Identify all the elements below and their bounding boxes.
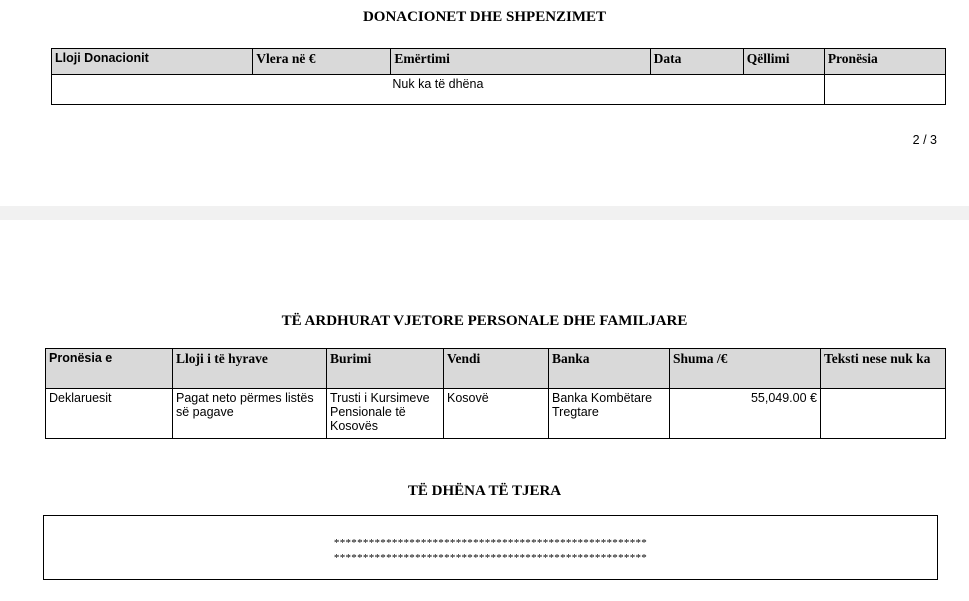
donations-header-row [52, 49, 946, 75]
col-data: Data [650, 49, 743, 75]
cell-lloji: Pagat neto përmes listës së pagave [173, 389, 327, 439]
col-pronesia: Pronësia [824, 49, 945, 75]
table-row [46, 389, 946, 439]
other-line-2: ****************************************************** [333, 552, 648, 564]
cell-teksti [821, 389, 946, 439]
other-data-box [43, 515, 938, 580]
col-pronesia-e: Pronësia e [46, 349, 173, 389]
col-qellimi: Qëllimi [743, 49, 824, 75]
empty-message: Nuk ka të dhëna [52, 75, 825, 105]
income-title: TË ARDHURAT VJETORE PERSONALE DHE FAMILJARE [281, 313, 688, 329]
col-lloji-donacionit: Lloji Donacionit [52, 49, 253, 75]
cell-pronesia: Deklaruesit [46, 389, 173, 439]
cell-banka: Banka Kombëtare Tregtare [549, 389, 670, 439]
cell-burimi: Trusti i Kursimeve Pensionale të Kosovës [327, 389, 444, 439]
page-separator [0, 206, 969, 220]
col-emertimi: Emërtimi [391, 49, 650, 75]
page-number: 2 / 3 [912, 133, 937, 147]
other-title: TË DHËNA TË TJERA [407, 483, 562, 499]
col-burimi: Burimi [327, 349, 444, 389]
col-vendi: Vendi [444, 349, 549, 389]
other-line-1: ****************************************************** [333, 537, 648, 549]
donations-table [51, 48, 946, 105]
col-vlera: Vlera në € [253, 49, 391, 75]
cell-vendi: Kosovë [444, 389, 549, 439]
col-teksti: Teksti nese nuk ka [821, 349, 946, 389]
empty-cell [824, 75, 945, 105]
income-header-row [46, 349, 946, 389]
col-banka: Banka [549, 349, 670, 389]
col-lloji-hyrave: Lloji i të hyrave [173, 349, 327, 389]
income-table [45, 348, 946, 439]
col-shuma: Shuma /€ [670, 349, 821, 389]
cell-shuma: 55,049.00 € [670, 389, 821, 439]
donations-title: DONACIONET DHE SHPENZIMET [362, 9, 607, 25]
table-row [52, 75, 946, 105]
